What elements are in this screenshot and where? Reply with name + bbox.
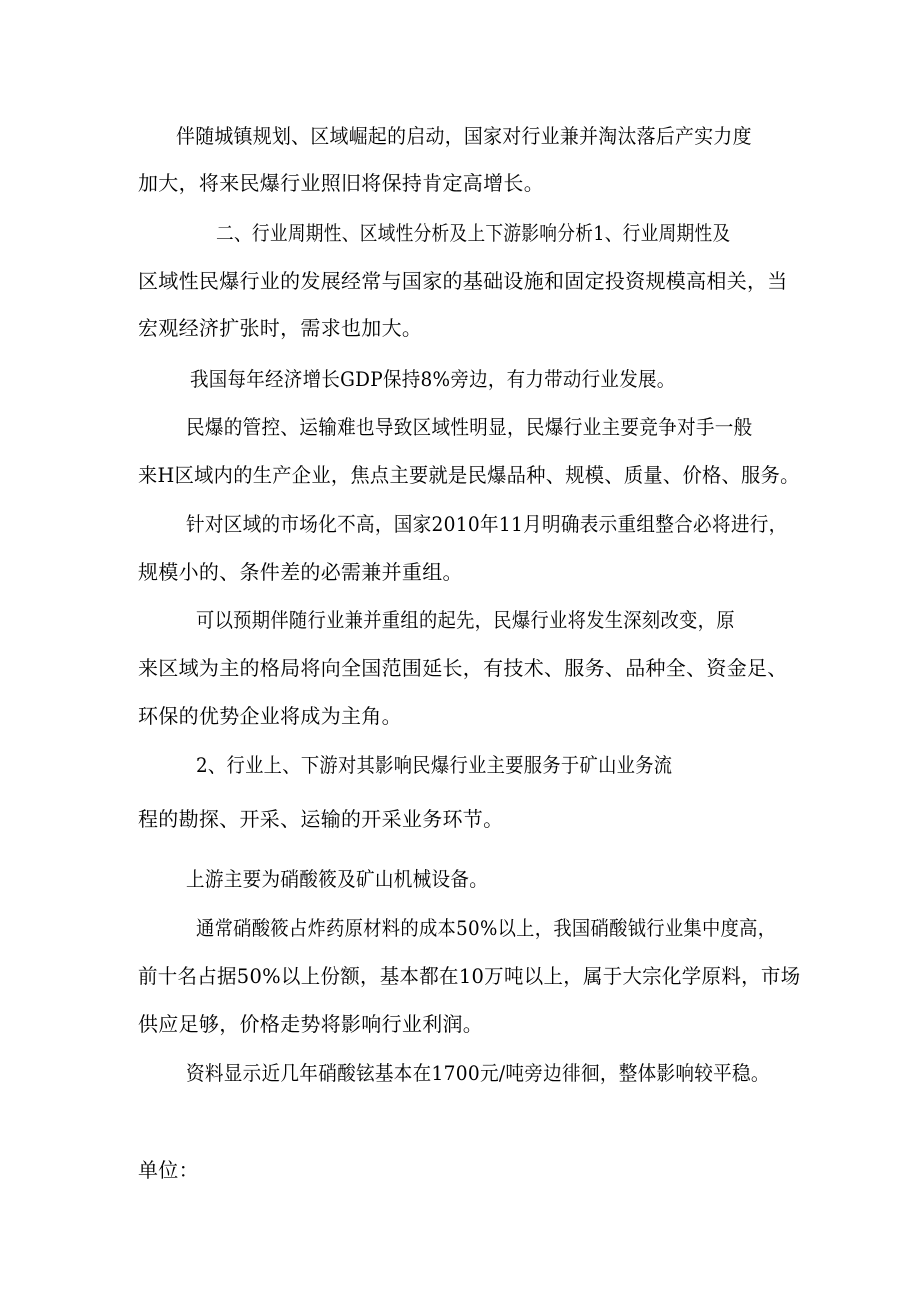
text-line: 资料显示近几年硝酸铉基本在1700元/吨旁边徘徊，整体影响较平稳。 bbox=[186, 1061, 770, 1085]
text-line: 规模小的、条件差的必需兼并重组。 bbox=[138, 560, 463, 584]
section-heading-line: 二、行业周期性、区域性分析及上下游影响分析1、行业周期性及 bbox=[216, 221, 731, 245]
text-line: 来区域为主的格局将向全国范围延长，有技术、服务、品种全、资金足、 bbox=[138, 656, 788, 680]
text-line: 针对区域的市场化不高，国家2010年11月明确表示重组整合必将进行， bbox=[186, 512, 788, 536]
text-line: 加大，将来民爆行业照旧将保持肯定高增长。 bbox=[138, 171, 544, 195]
text-line: 区域性民爆行业的发展经常与国家的基础设施和固定投资规模高相关，当 bbox=[138, 269, 788, 293]
text-line: 前十名占据50%以上份额，基本都在10万吨以上，属于大宗化学原料，市场 bbox=[138, 964, 801, 988]
text-line: 可以预期伴随行业兼并重组的起先，民爆行业将发生深刻改变，原 bbox=[196, 608, 735, 632]
text-line: 伴随城镇规划、区域崛起的启动，国家对行业兼并淘汰落后产实力度 bbox=[176, 124, 752, 148]
text-line: 上游主要为硝酸筱及矿山机械设备。 bbox=[186, 867, 489, 891]
text-line: 程的勘探、开采、运输的开采业务环节。 bbox=[138, 807, 504, 831]
text-line: 供应足够，价格走势将影响行业利润。 bbox=[138, 1012, 484, 1036]
section-heading-line: 2、行业上、下游对其影响民爆行业主要服务于矿山业务流 bbox=[196, 753, 673, 777]
text-line: 民爆的管控、运输难也导致区域性明显，民爆行业主要竞争对手一般 bbox=[186, 415, 753, 439]
text-line: 来H区域内的生产企业，焦点主要就是民爆品种、规模、质量、价格、服务。 bbox=[138, 463, 800, 487]
text-line: 我国每年经济增长GDP保持8%旁边，有力带动行业发展。 bbox=[190, 367, 676, 391]
text-line: 宏观经济扩张时，需求也加大。 bbox=[138, 316, 423, 340]
unit-label: 单位： bbox=[138, 1158, 199, 1182]
text-line: 环保的优势企业将成为主角。 bbox=[138, 704, 402, 728]
text-line: 通常硝酸筱占炸药原材料的成本50%以上，我国硝酸钺行业集中度高， bbox=[196, 916, 777, 940]
